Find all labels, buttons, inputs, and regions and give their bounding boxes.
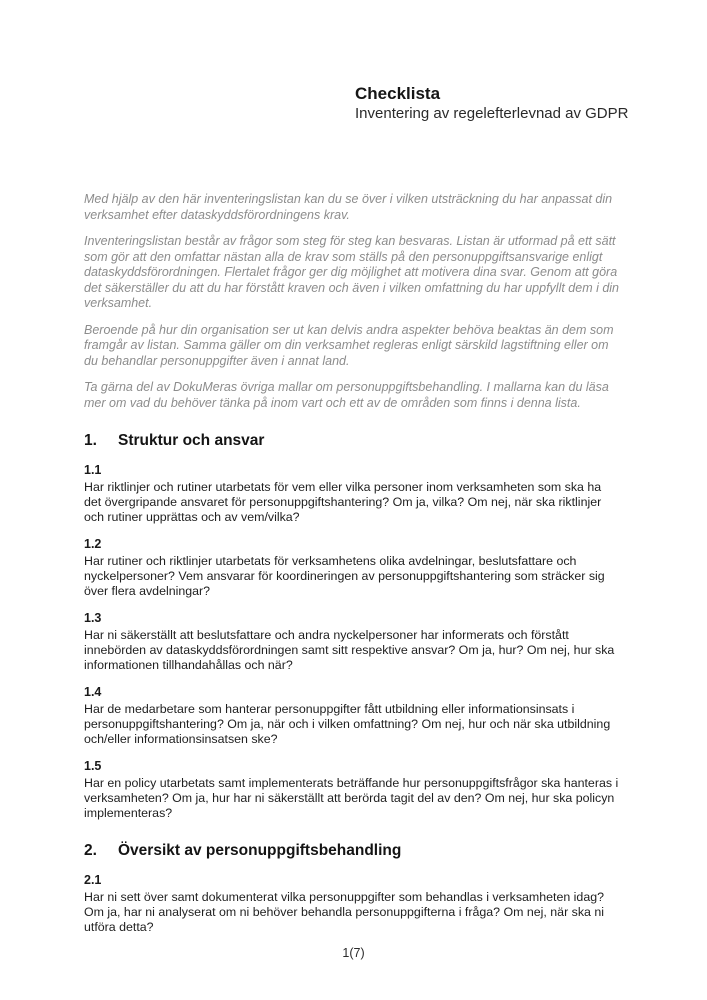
section-heading — [84, 431, 621, 450]
checklist-item — [84, 873, 621, 935]
section-oversikt-av-personuppgiftsbehandling — [84, 841, 621, 935]
item-number: 1.3 — [84, 611, 102, 625]
item-number: 1.2 — [84, 537, 102, 551]
item-question: Har ni säkerställt att beslutsfattare och andra nyckelpersoner har informerats och förstått innebörden av dataskyddsförordningen samt sitt respektive ansvar? Om ja, hur? Om nej, hur ska informationen tillhandahållas och när? — [84, 628, 615, 672]
document-subtitle: Inventering av regelefterlevnad av GDPR — [355, 105, 629, 122]
checklist-item — [84, 611, 621, 673]
intro-paragraph: Ta gärna del av DokuMeras övriga mallar om personuppgiftsbehandling. I mallarna kan du läsa mer om vad du behöver tänka på inom vart och ett av de områden som finns i denna lista. — [84, 380, 609, 410]
item-question: Har de medarbetare som hanterar personuppgifter fått utbildning eller informationsinsats i personuppgiftshantering? Om ja, när och i vilken omfattning? Om nej, hur och när ska utbildning och/eller informationsinsatsen ske? — [84, 702, 611, 746]
intro-paragraphs — [84, 192, 621, 411]
page-number: 1(7) — [342, 946, 365, 960]
section-heading-label: Struktur och ansvar — [118, 432, 265, 449]
section-struktur-och-ansvar — [84, 431, 621, 821]
section-heading — [84, 841, 621, 860]
item-question: Har rutiner och riktlinjer utarbetats för verksamhetens olika avdelningar, beslutsfattare och nyckelpersoner? Vem ansvarar för koordineringen av personuppgiftshantering som sträcker sig över flera avdelningar? — [84, 554, 605, 598]
item-question: Har riktlinjer och rutiner utarbetats för vem eller vilka personer inom verksamheten som ska ha det övergripande ansvaret för personuppgiftshantering? Om ja, vilka? Om nej, när ska riktlinjer och rutiner upprättas och av vem/vilka? — [84, 480, 602, 524]
checklist-item — [84, 759, 621, 821]
item-number: 1.1 — [84, 463, 102, 477]
checklist-item — [84, 537, 621, 599]
checklist-item — [84, 463, 621, 525]
section-number: 1. — [84, 432, 97, 449]
checklist-item — [84, 685, 621, 747]
item-question: Har ni sett över samt dokumenterat vilka personuppgifter som behandlas i verksamheten idag? Om ja, har ni analyserat om ni behöver behandla personuppgifterna i fråga? Om nej, när ska ni utföra detta? — [84, 890, 605, 934]
item-question: Har en policy utarbetats samt implementerats beträffande hur personuppgiftsfrågor ska hanteras i verksamheten? Om ja, hur har ni säkerställt att berörda tagit del av den? Om nej, hur ska policyn implementeras? — [84, 776, 619, 820]
item-number: 1.5 — [84, 759, 102, 773]
document-header — [355, 0, 629, 123]
section-number: 2. — [84, 842, 97, 859]
intro-paragraph: Beroende på hur din organisation ser ut kan delvis andra aspekter behöva beaktas än dem som framgår av listan. Samma gäller om din verksamhet regleras enligt särskild lagstiftning eller om du behandlar personuppgifter även i annat land. — [84, 322, 614, 368]
document-title: Checklista — [355, 84, 441, 103]
document-content — [84, 0, 629, 947]
item-number: 2.1 — [84, 873, 102, 887]
intro-paragraph: Inventeringslistan består av frågor som steg för steg kan besvaras. Listan är utformad på ett sätt som gör att den omfattar nästan alla de krav som ställs på den personuppgiftsansvarige enligt dataskyddsförordningen. Flertalet frågor ger dig möjlighet att motivera dina svar. Genom att göra det säkerställer du att du har förstått kraven och även i vilken omfattning du har uppfyllt dem i din verksamhet. — [84, 234, 620, 310]
intro-paragraph: Med hjälp av den här inventeringslistan kan du se över i vilken utsträckning du har anpassat din verksamhet efter dataskyddsförordningens krav. — [84, 192, 613, 222]
item-number: 1.4 — [84, 685, 102, 699]
section-heading-label: Översikt av personuppgiftsbehandling — [118, 842, 402, 859]
